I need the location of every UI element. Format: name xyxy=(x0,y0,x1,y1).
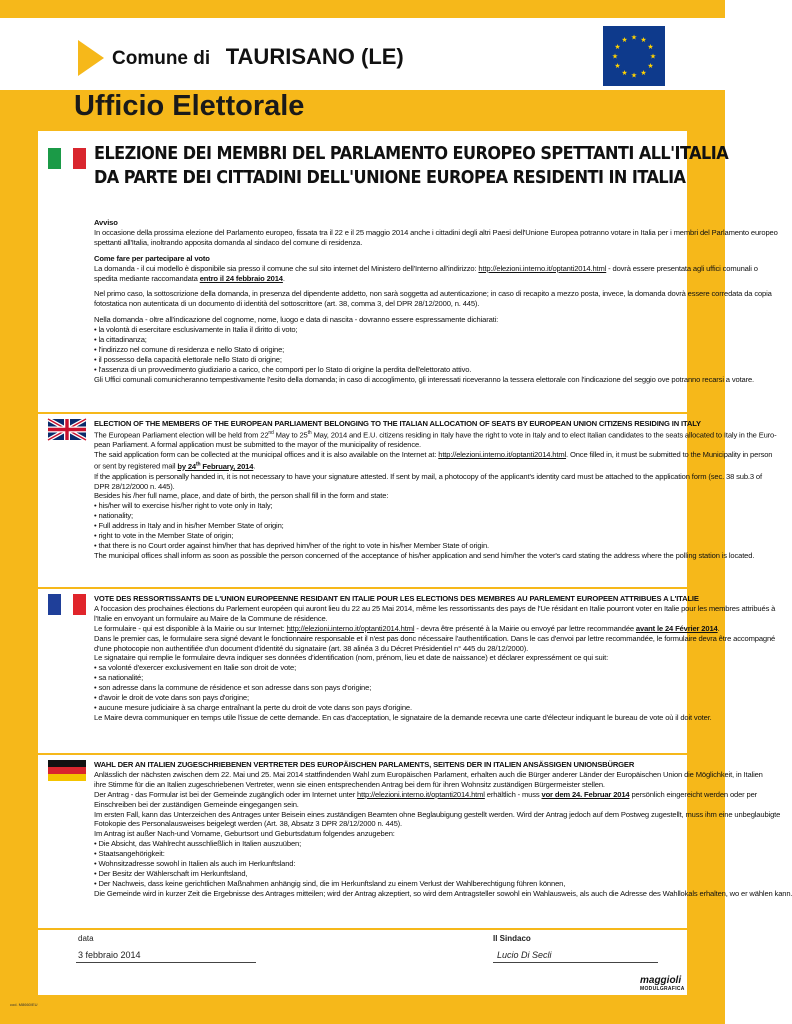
italian-section xyxy=(94,218,778,385)
it-url-link[interactable]: http://elezioni.interno.it/optanti2014.html xyxy=(478,263,607,273)
fr-l3: Le formulaire - qui est disponible à la Mairie ou sur Internet: http://elezioni.interno.it/optanti2014.html - devra être présenté à la Mairie ou envoyé par lettre recommandée avant le 24 Février 2014. xyxy=(94,623,720,633)
eu-star-icon: ★ xyxy=(614,44,621,51)
en-l1: The European Parliament election will be held from 22nd May to 25th May, 2014 and E.U. citizens residing in Italy have the right to vote in Italy and to elect Italian candidates to the seats allocated to Italy in the Euro- xyxy=(94,429,777,440)
fr-l1: A l'occasion des prochaines élections du Parlement européen qui auront lieu du 22 au 25 Mai 2014, même les ressortissants des pays de l'Ue résidant en Italie pourront voter en Italie pour les membres attribués à xyxy=(94,603,776,613)
eu-star-icon: ★ xyxy=(649,53,657,61)
fr-url-link[interactable]: http://elezioni.interno.it/optanti2014.html xyxy=(286,623,415,633)
city-name: TAURISANO (LE) xyxy=(225,44,404,69)
fr-l2: l'Italie en envoyant un formulaire au Maire de la Commune de résidence. xyxy=(94,613,328,623)
en-l8: The municipal offices shall inform as soon as possible the person concerned of the acceptance of his/her application and send him/her the voter's card stating the address where the polling station is located. xyxy=(94,550,755,560)
main-title xyxy=(94,142,729,190)
french-section xyxy=(94,594,776,723)
uk-flag-icon xyxy=(48,419,86,440)
list-item: • Der Nachweis, dass keine gerichtlichen Maßnahmen anhängig sind, die im Herkunftsland zu einem Verlust der Wahlberechtigung führen können, xyxy=(94,878,566,888)
list-item: • l'assenza di un provvedimento giudiziario a carico, che comporti per lo Stato di origine la perdita dell'elettorato attivo. xyxy=(94,364,472,374)
top-band xyxy=(0,0,725,18)
separator xyxy=(38,928,687,930)
fr-l7: Le Maire devra communiquer en temps utile l'issue de cette demande. En cas d'acceptation, le signataire de la demande recevra une carte d'électeur indiquant le bureau de vote où il doit voter. xyxy=(94,712,712,722)
en-l5: If the application is personally handed in, it is not necessary to have your signature attested. If sent by mail, a photocopy of the applicant's identity card must be attached to the application form (sec. 38 sub.3 of xyxy=(94,471,762,481)
it-p3b: fotostatica non autenticata di un documento di identità del sottoscrittore (art. 38, comma 3, del DPR 28/12/2000, n. 445). xyxy=(94,299,480,309)
german-section xyxy=(94,760,792,899)
fr-l5: d'une photocopie non authentifiée d'un document d'identité du signataire (art. 38 alinéa 3 du Décret Présidentiel n° 445 du 28/12/2000). xyxy=(94,643,529,653)
en-l6: DPR 28/12/2000 n. 445). xyxy=(94,481,175,491)
en-url-link[interactable]: http://elezioni.interno.it/optanti2014.html xyxy=(438,450,567,460)
eu-star-icon: ★ xyxy=(640,70,647,77)
separator xyxy=(38,587,687,589)
en-l2: pean Parliament. A formal application must be submitted to the mayor of the municipality of residence. xyxy=(94,440,422,450)
list-item: • Wohnsitzadresse sowohl in Italien als auch im Herkunftsland: xyxy=(94,859,296,869)
de-l2: ihre Stimme für die an Italien zugeschriebenen Vertreter, wenn sie einen entsprechenden Antrag bei dem für ihren Wohnsitz zuständigen Bürgermeister stellen. xyxy=(94,779,605,789)
how-heading: Come fare per partecipare al voto xyxy=(94,253,210,263)
list-item: • Die Absicht, das Wahlrecht ausschließlich in Italien auszuüben; xyxy=(94,839,302,849)
eu-star-icon: ★ xyxy=(611,53,619,61)
de-l7: Im Antrag ist außer Nach-und Vorname, Geburtsort und Geburtsdatum folgendes anzugeben: xyxy=(94,829,395,839)
list-item: • nationality; xyxy=(94,511,133,521)
de-deadline: vor dem 24. Februar 2014 xyxy=(541,789,630,799)
de-l6: Fotokopie des Personalausweises beigelegt werden (Art. 38, Absatz 3 DPR 28/12/2000 n. 445). xyxy=(94,819,403,829)
de-l5: Im ersten Fall, kann das Unterzeichen des Antrages unter Beisein eines zuständigen Beamten ohne Beglaubigung gestellt werden. Wird der Antrag jedoch auf dem Postweg zugestellt, muss ihm eine unbeglaubigte xyxy=(94,809,781,819)
separator xyxy=(38,412,687,414)
date-value: 3 febbraio 2014 xyxy=(78,950,141,960)
it-p5: Gli Uffici comunali comunicheranno tempestivamente l'esito della domanda; in caso di accoglimento, gli interessati riceveranno la tessera elettorale con l'indicazione del seggio ove potranno recarsi a votare. xyxy=(94,374,755,384)
list-item: • son adresse dans la commune de résidence et son adresse dans son pays d'origine; xyxy=(94,683,372,693)
it-p4: Nella domanda - oltre all'indicazione del cognome, nome, luogo e data di nascita - dovranno essere espressamente dichiarati: xyxy=(94,315,499,325)
eu-star-icon: ★ xyxy=(647,44,654,51)
en-l7: Besides his /her full name, place, and date of birth, the person shall fill in the form and state: xyxy=(94,491,389,501)
eu-star-icon: ★ xyxy=(640,37,647,44)
title-line-2: DA PARTE DEI CITTADINI DELL'UNIONE EUROPEA RESIDENTI IN ITALIA xyxy=(94,168,686,188)
de-l8: Die Gemeinde wird in kurzer Zeit die Ergebnisse des Antrages mitteilen; wird der Antrag akzeptiert, so wird dem Antragsteller sowohl ein Wahlausweis, als auch die Adresse des Wahllokals erhalten, wo er wählen kann. xyxy=(94,888,792,898)
eu-star-icon: ★ xyxy=(621,37,628,44)
it-p2b: spedita mediante raccomandata entro il 24 febbraio 2014. xyxy=(94,273,285,283)
italian-flag-icon xyxy=(48,148,86,169)
english-section xyxy=(94,419,777,561)
fr-deadline: avant le 24 Février 2014 xyxy=(635,623,718,633)
fr-heading: VOTE DES RESSORTISSANTS DE L'UNION EUROPEENNE RESIDANT EN ITALIE POUR LES ELECTIONS DES MEMBRES AU PARLEMENT EUROPEEN ATTRIBUES A L'ITALIE xyxy=(94,594,699,603)
office-title: Ufficio Elettorale xyxy=(74,90,305,122)
de-heading: WAHL DER AN ITALIEN ZUGESCHRIEBENEN VERTRETER DES EUROPÄISCHEN PARLAMENTS, SEITENS DER IN ITALIEN ANSÄSSIGEN UNIONSBÜRGER xyxy=(94,760,635,769)
french-flag-icon xyxy=(48,594,86,615)
de-l3: Der Antrag - das Formular ist bei der Gemeinde zugänglich oder im Internet unter http://elezioni.interno.it/optanti2014.html erhältlich - muss vor dem 24. Februar 2014 persönlich eingereicht werden oder per xyxy=(94,789,758,799)
arrow-icon xyxy=(78,40,104,76)
avviso-heading: Avviso xyxy=(94,218,118,227)
en-heading: ELECTION OF THE MEMBERS OF THE EUROPEAN PARLIAMENT BELONGING TO THE ITALIAN ALLOCATION OF SEATS BY EUROPEAN UNION CITIZENS RESIDING IN ITALY xyxy=(94,419,701,428)
comune-title xyxy=(112,44,404,70)
list-item: • Der Besitz der Wählerschaft im Herkunftsland, xyxy=(94,868,248,878)
it-deadline: entro il 24 febbraio 2014 xyxy=(199,273,283,283)
list-item: • right to vote in the Member State of origin; xyxy=(94,531,234,541)
list-item: • aucune mesure judiciaire à sa charge entraînant la perte du droit de vote dans son pays d'origine. xyxy=(94,702,412,712)
bottom-band xyxy=(0,995,725,1024)
title-line-1: ELEZIONE DEI MEMBRI DEL PARLAMENTO EUROPEO SPETTANTI ALL'ITALIA xyxy=(94,144,729,164)
it-p1b: spettanti all'Italia, inoltrando apposita domanda al sindaco del comune di residenza. xyxy=(94,237,363,247)
eu-star-icon: ★ xyxy=(621,70,628,77)
en-l4: or sent by registered mail by 24th February, 2014. xyxy=(94,461,256,471)
list-item: • d'avoir le droit de vote dans son pays d'origine; xyxy=(94,693,249,703)
eu-star-icon: ★ xyxy=(630,72,638,80)
eu-flag-icon xyxy=(603,26,665,86)
eu-star-icon: ★ xyxy=(630,34,638,42)
separator xyxy=(38,753,687,755)
sindaco-label: Il Sindaco xyxy=(493,934,531,943)
eu-star-icon: ★ xyxy=(614,63,621,70)
date-line xyxy=(76,962,256,963)
fr-l6: Le signataire qui remplie le formulaire devra indiquer ses données d'identification (nom, prénom, lieu et date de naissance) et déclarer expressément ce qui suit: xyxy=(94,653,609,663)
de-url-link[interactable]: http://elezioni.interno.it/optanti2014.html xyxy=(357,789,485,799)
maggioli-logo: maggioli MODULGRAFICA xyxy=(640,975,685,992)
de-l4: Einschreiben bei der zuständigen Gemeinde eingegangen sein. xyxy=(94,799,299,809)
list-item: • Staatsangehörigkeit: xyxy=(94,849,165,859)
it-p2a: La domanda - il cui modello è disponibile sia presso il comune che sul sito internet del Ministero dell'Interno all'indirizzo: http://elezioni.interno.it/optanti2014.html - dovrà essere presentata agli uffici comunali o xyxy=(94,263,758,273)
signature-line xyxy=(493,962,658,963)
sindaco-name: Lucio Di Secli xyxy=(497,950,552,960)
list-item: • la volontà di esercitare esclusivamente in Italia il diritto di voto; xyxy=(94,325,298,335)
eu-star-icon: ★ xyxy=(647,63,654,70)
it-p1a: In occasione della prossima elezione del Parlamento europeo, fissata tra il 22 e il 25 maggio 2014 anche i cittadini degli altri Paesi dell'Unione Europea potranno votare in Italia per i membri del Parlamento europeo xyxy=(94,227,778,237)
list-item: • that there is no Court order against him/her that has deprived him/her of the right to vote in his/her Member State of origin. xyxy=(94,540,490,550)
data-label: data xyxy=(78,934,94,943)
en-l3: The said application form can be collected at the municipal offices and it is also available on the Internet at: http://elezioni.interno.it/optanti2014.html. Once filled in, it must be submitted to the Municipality in person xyxy=(94,450,773,460)
fr-l4: Dans le premier cas, le formulaire sera signé devant le fonctionnaire responsable et il n'est pas donc nécessaire l'authentification. Dans le cas d'envoi par lettre recommandée, le formulaire devra être accompagné xyxy=(94,633,776,643)
it-p3a: Nel primo caso, la sottoscrizione della domanda, in presenza del dipendente addetto, non sarà soggetta ad autenticazione; in caso di recapito a mezzo posta, invece, la domanda dovrà essere corredata da copia xyxy=(94,289,772,299)
german-flag-icon xyxy=(48,760,86,781)
list-item: • il possesso della capacità elettorale nello Stato di origine; xyxy=(94,354,282,364)
list-item: • la cittadinanza; xyxy=(94,335,147,345)
list-item: • sa volonté d'exercer exclusivement en Italie son droit de vote; xyxy=(94,663,297,673)
en-deadline: by 24th February, 2014 xyxy=(177,461,254,471)
list-item: • l'indirizzo nel comune di residenza e nello Stato di origine; xyxy=(94,344,285,354)
form-code: cod. M8660/EU xyxy=(10,1002,38,1007)
list-item: • Full address in Italy and in his/her Member State of origin; xyxy=(94,521,284,531)
list-item: • his/her will to exercise his/her right to vote only in Italy; xyxy=(94,501,273,511)
comune-prefix: Comune di xyxy=(112,48,211,69)
de-l1: Anlässlich der nächsten zwischen dem 22. Mai und 25. Mai 2014 stattfindenden Wahl zum Europäischen Parlament, erhalten auch die Bürger anderer Länder der Europäischen Union die Möglichkeit, in Italien xyxy=(94,769,763,779)
list-item: • sa nationalité; xyxy=(94,673,144,683)
